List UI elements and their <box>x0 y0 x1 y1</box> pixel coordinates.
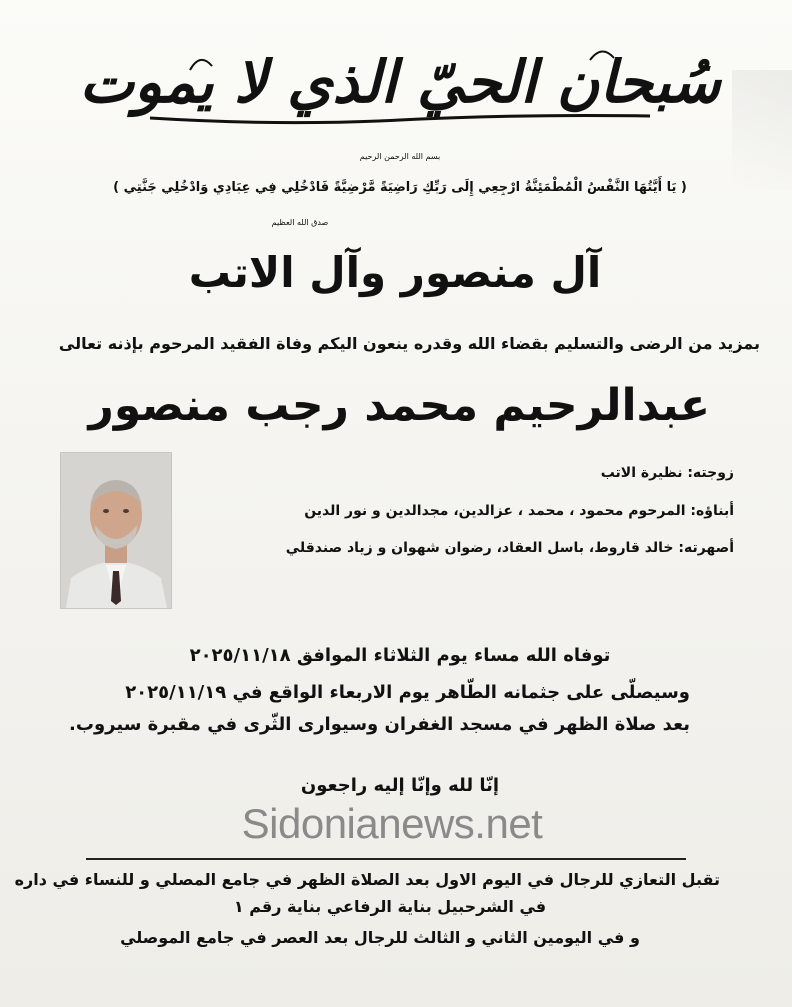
watermark: Sidonianews.net <box>241 800 543 847</box>
relatives-in-laws: أصهرته: خالد قاروط، باسل العقاد، رضوان شهوان و زياد صندقلي <box>285 540 734 556</box>
calligraphy-artwork <box>79 30 721 130</box>
sadaq-allah: صدق الله العظيم <box>271 218 329 227</box>
calligraphy-header <box>79 30 721 130</box>
relatives-wife: زوجته: نظيرة الاتب <box>600 465 734 481</box>
quran-verse: ( يَا أَيَّتُهَا النَّفْسُ الْمُطْمَئِنَّةُ ارْجِعِي إِلَى رَبِّكِ رَاضِيَةً مَّرْضِيَّةً فَادْخُلِي فِي عِبَادِي وَادْخُلِي جَنَّتِي ) <box>113 180 687 195</box>
deceased-name: عبدالرحيم محمد رجب منصور <box>88 380 710 431</box>
closing-phrase: إنّا لله وإنّا إليه راجعون <box>300 775 500 796</box>
condolences-line-3: و في اليومين الثاني و الثالث للرجال بعد العصر في جامع الموصلي <box>120 928 640 947</box>
paper-fold-shadow <box>732 70 792 190</box>
death-notice: توفاه الله مساء يوم الثلاثاء الموافق ٢٠٢٥/١١/١٨ <box>189 645 611 666</box>
family-name-heading: آل منصور وآل الاتب <box>188 248 602 297</box>
funeral-line-2: بعد صلاة الظهر في مسجد الغفران وسيوارى الثّرى في مقبرة سيروب. <box>69 714 690 735</box>
condolences-line-2: في الشرحبيل بناية الرفاعي بناية رقم ١ <box>233 897 547 916</box>
relatives-sons: أبناؤه: المرحوم محمود ، محمد ، عزالدين، مجدالدين و نور الدين <box>304 503 734 519</box>
announcement-text: بمزيد من الرضى والتسليم بقضاء الله وقدره ينعون اليكم وفاة الفقيد المرحوم بإذنه تعالى <box>58 334 760 353</box>
deceased-photo <box>60 452 172 609</box>
basmala: بسم الله الرحمن الرحيم <box>359 152 441 161</box>
condolences-line-1: تقبل التعازي للرجال في اليوم الاول بعد الصلاة الظهر في جامع المصلي و للنساء في داره <box>14 870 720 889</box>
funeral-line-1: وسيصلّى على جثمانه الطّاهر يوم الاربعاء الواقع في ٢٠٢٥/١١/١٩ <box>125 682 690 703</box>
divider-line <box>86 858 686 860</box>
calligraphy-text: سُبحان الحيّ الذي لا يموت <box>79 48 721 116</box>
